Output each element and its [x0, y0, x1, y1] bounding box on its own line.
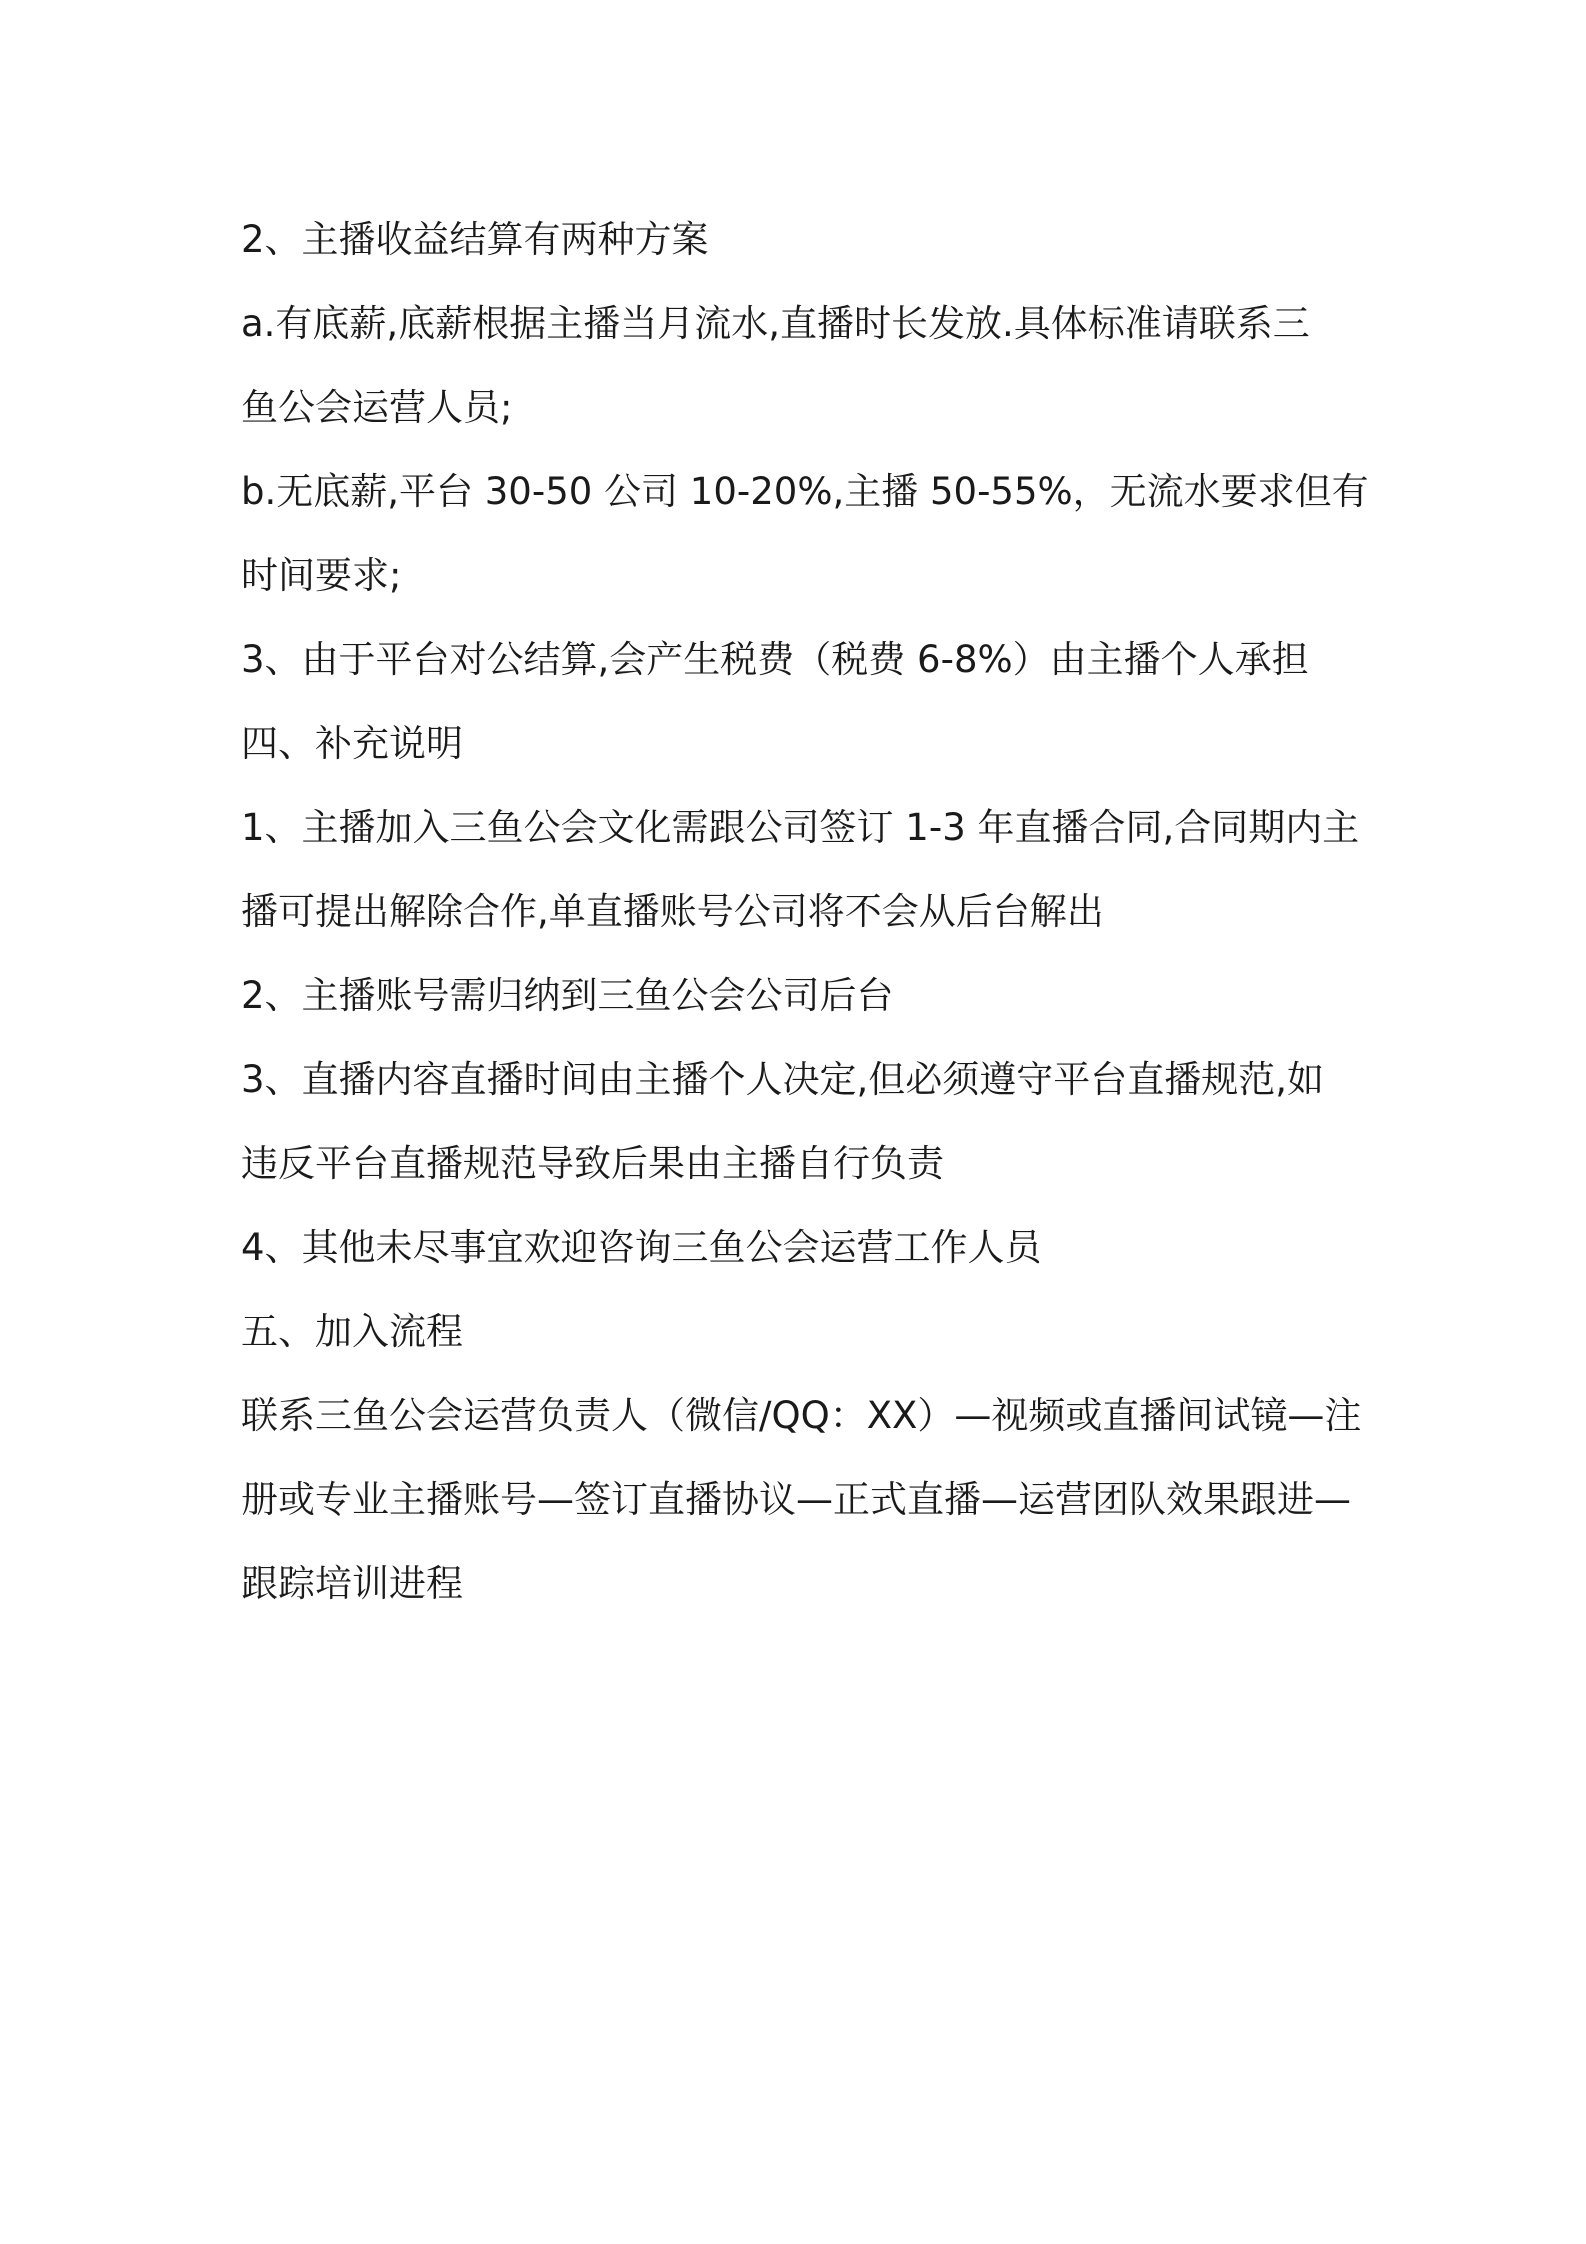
- text-line: 四、补充说明: [241, 722, 463, 765]
- text-line: 3、直播内容直播时间由主播个人决定,但必须遵守平台直播规范,如: [241, 1058, 1325, 1101]
- text-line: a.有底薪,底薪根据主播当月流水,直播时长发放.具体标准请联系三: [241, 302, 1310, 345]
- settlement-option-a: [241, 282, 1361, 450]
- process-description: [241, 1374, 1361, 1626]
- text-line: 2、主播账号需归纳到三鱼公会公司后台: [241, 974, 894, 1017]
- settlement-heading: [241, 198, 1361, 282]
- text-line: 3、由于平台对公结算,会产生税费（税费 6-8%）由主播个人承担: [241, 638, 1309, 681]
- supplement-item-1: [241, 786, 1361, 954]
- text-line: 跟踪培训进程: [241, 1562, 463, 1605]
- supplement-item-2: [241, 954, 1361, 1038]
- text-line: 4、其他未尽事宜欢迎咨询三鱼公会运营工作人员: [241, 1226, 1042, 1269]
- supplement-item-4: [241, 1206, 1361, 1290]
- text-line: 播可提出解除合作,单直播账号公司将不会从后台解出: [241, 890, 1104, 933]
- text-line: 时间要求;: [241, 554, 402, 597]
- text-line: 鱼公会运营人员;: [241, 386, 513, 429]
- text-line: 1、主播加入三鱼公会文化需跟公司签订 1-3 年直播合同,合同期内主: [241, 806, 1360, 849]
- section-heading-supplement: [241, 702, 1361, 786]
- supplement-item-3: [241, 1038, 1361, 1206]
- text-line: b.无底薪,平台 30-50 公司 10-20%,主播 50-55%，无流水要求但有: [241, 470, 1369, 513]
- text-line: 册或专业主播账号—签订直播协议—正式直播—运营团队效果跟进—: [241, 1478, 1351, 1521]
- settlement-option-b: [241, 450, 1369, 618]
- text-line: 五、加入流程: [241, 1310, 463, 1353]
- text-line: 违反平台直播规范导致后果由主播自行负责: [241, 1142, 944, 1185]
- document-body: [241, 198, 1369, 1626]
- section-heading-process: [241, 1290, 1361, 1374]
- tax-note: [241, 618, 1361, 702]
- text-line: 联系三鱼公会运营负责人（微信/QQ：XX）—视频或直播间试镜—注: [241, 1394, 1362, 1437]
- text-line: 2、主播收益结算有两种方案: [241, 218, 709, 261]
